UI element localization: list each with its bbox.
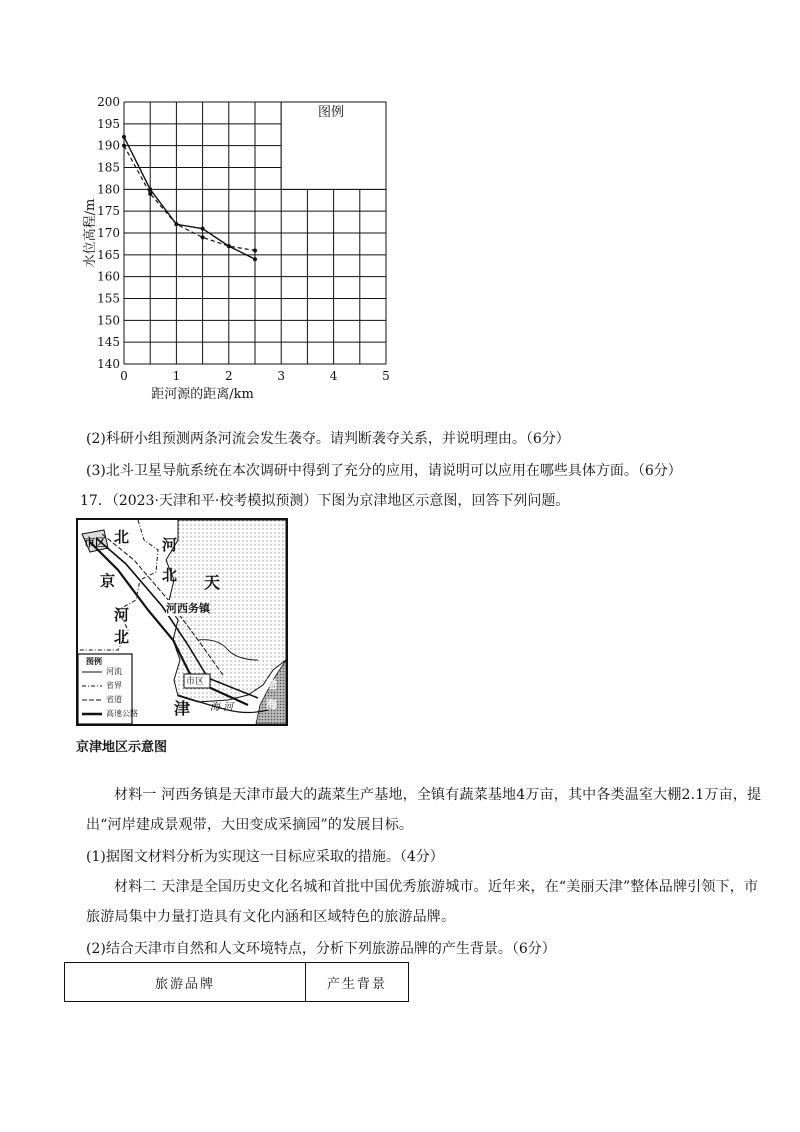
table-header-background: 产生背景 [306,963,409,1002]
map-caption: 京津地区示意图 [76,740,168,755]
data-point [253,248,257,252]
data-point [253,257,257,261]
series-line-solid [124,137,255,259]
chart-x-axis-label: 距河源的距离/km [151,387,254,402]
map-label-he: 河 [162,536,178,554]
data-point [201,227,205,231]
map-label-bei: 北 [114,528,130,546]
table-header-row [65,963,409,1002]
map-legend-border: 省界 [106,681,122,690]
question-3: (3)北斗卫星导航系统在本次调研中得到了充分的应用，请说明可以应用在哪些具体方面。（6分） [86,463,682,479]
tourism-brand-table [64,962,409,1002]
y-tick-label: 180 [97,182,120,197]
data-point [122,135,126,139]
map-label-hexiwu-town: 河西务镇 [166,602,210,615]
data-point [227,244,231,248]
water-level-chart [80,90,400,410]
chart-y-axis-label: 水位高程/m [83,198,98,268]
x-tick-label: 0 [120,369,128,383]
data-point [148,192,152,196]
y-tick-label: 185 [97,160,120,175]
map-label-he-2: 河 [114,606,130,624]
data-point [122,144,126,148]
y-tick-label: 170 [97,226,120,240]
map-legend-road: 省道 [106,695,122,704]
map-label-bei-2: 北 [162,566,178,584]
map-label-urban: 市区 [84,536,106,549]
map-label-jin: 津 [174,699,191,718]
map-label-bo: 渤 [266,678,277,691]
question-17-2: (2)结合天津市自然和人文环境特点，分析下列旅游品牌的产生背景。（6分） [86,941,556,957]
map-legend-highway: 高速公路 [106,709,138,718]
jingjin-map [76,518,288,726]
series-line-dashed [124,146,255,251]
material-2: 材料二 天津是全国历史文化名城和首批中国优秀旅游城市。近年来，在“美丽天津”整体品牌引领下，市旅游局集中力量打造具有文化内涵和区域特色的旅游品牌。 [86,879,759,925]
x-tick-label: 5 [382,369,390,383]
y-tick-label: 165 [97,247,120,262]
y-tick-label: 145 [97,335,120,350]
legend-title: 图例 [317,104,344,120]
x-tick-label: 4 [329,369,338,383]
x-tick-label: 1 [172,369,181,383]
question-17: 17．（2023·天津和平·校考模拟预测）下图为京津地区示意图，回答下列问题。 [80,493,570,509]
y-tick-label: 160 [97,269,120,284]
map-label-tianjin-urban: 市区 [186,677,205,687]
y-tick-label: 190 [97,138,120,153]
y-tick-label: 195 [97,116,120,131]
y-tick-label: 200 [97,95,120,109]
x-tick-label: 3 [277,369,286,383]
material-1: 材料一 河西务镇是天津市最大的蔬菜生产基地，全镇有蔬菜基地4万亩，其中各类温室大棚2.1万亩，提出“河岸建成景观带，大田变成采摘园”的发展目标。 [86,787,762,833]
y-tick-label: 155 [97,291,120,306]
question-17-1: (1)据图文材料分析为实现这一目标应采取的措施。（4分） [86,849,444,865]
map-label-bei-3: 北 [114,628,130,646]
map-label-tian: 天 [204,573,221,592]
map-legend-river: 河流 [106,667,122,676]
chart-series [122,135,257,261]
table-header-brand: 旅游品牌 [65,963,306,1002]
question-2: (2)科研小组预测两条河流会发生袭夺。请判断袭夺关系，并说明理由。（6分） [86,431,570,447]
map-label-hai-river: 海 河 [210,702,234,713]
map-label-jing: 京 [100,572,116,590]
data-point [174,222,178,226]
map-label-hai: 海 [266,698,277,711]
y-tick-label: 175 [97,204,120,219]
map-legend-title: 图例 [86,656,102,666]
y-tick-label: 140 [97,357,120,371]
x-tick-label: 2 [224,369,233,383]
data-point [201,235,205,239]
y-tick-label: 150 [97,313,120,328]
